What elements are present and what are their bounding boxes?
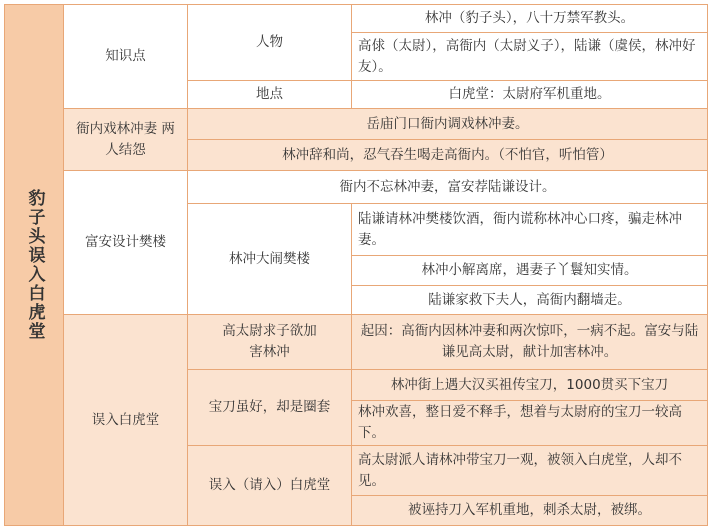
row-sword-1: 林冲街上遇大汉买祖传宝刀，1000贯买下宝刀 (352, 370, 708, 401)
sub-invited-label: 误入（请入）白虎堂 (188, 446, 352, 526)
sub-gao-qiu-label: 高太尉求子欲加害林冲 (188, 315, 352, 370)
row-fanlou-1: 陆谦请林冲樊楼饮酒，衙内谎称林冲心口疼，骗走林冲妻。 (352, 204, 708, 256)
row-fuan-plot-1: 衙内不忘林冲妻，富安荐陆谦设计。 (188, 171, 708, 204)
row-characters-1: 林冲（豹子头），八十万禁军教头。 (352, 4, 708, 33)
section-knowledge-label: 知识点 (64, 4, 188, 109)
sub-location-label: 地点 (188, 81, 352, 109)
row-location: 白虎堂：太尉府军机重地。 (352, 81, 708, 109)
sub-characters-label: 人物 (188, 4, 352, 81)
row-fanlou-2: 林冲小解离席，遇妻子丫鬟知实情。 (352, 256, 708, 286)
row-invited-2: 被诬持刀入军机重地，刺杀太尉，被绑。 (352, 496, 708, 526)
row-feud-2: 林冲辞和尚，忍气吞生喝走高衙内。（不怕官，听怕管） (188, 140, 708, 171)
section-feud-label: 衙内戏林冲妻 两人结怨 (64, 109, 188, 171)
sub-sword-trap-label: 宝刀虽好，却是圈套 (188, 370, 352, 446)
sub-fanlou-label: 林冲大闹樊楼 (188, 204, 352, 315)
row-sword-2: 林冲欢喜，整日爱不释手，想着与太尉府的宝刀一较高下。 (352, 401, 708, 446)
row-characters-2: 高俅（太尉），高衙内（太尉义子），陆谦（虞侯，林冲好友）。 (352, 33, 708, 81)
row-fanlou-3: 陆谦家救下夫人，高衙内翻墙走。 (352, 286, 708, 315)
table-title: 豹子头误入白虎堂 (4, 4, 64, 526)
section-white-tiger-hall-label: 误入白虎堂 (64, 315, 188, 526)
row-gao-qiu: 起因：高衙内因林冲妻和两次惊吓，一病不起。富安与陆谦见高太尉，献计加害林冲。 (352, 315, 708, 370)
row-feud-1: 岳庙门口衙内调戏林冲妻。 (188, 109, 708, 140)
section-fuan-plot-label: 富安设计樊楼 (64, 171, 188, 315)
row-invited-1: 高太尉派人请林冲带宝刀一观，被领入白虎堂，人却不见。 (352, 446, 708, 496)
